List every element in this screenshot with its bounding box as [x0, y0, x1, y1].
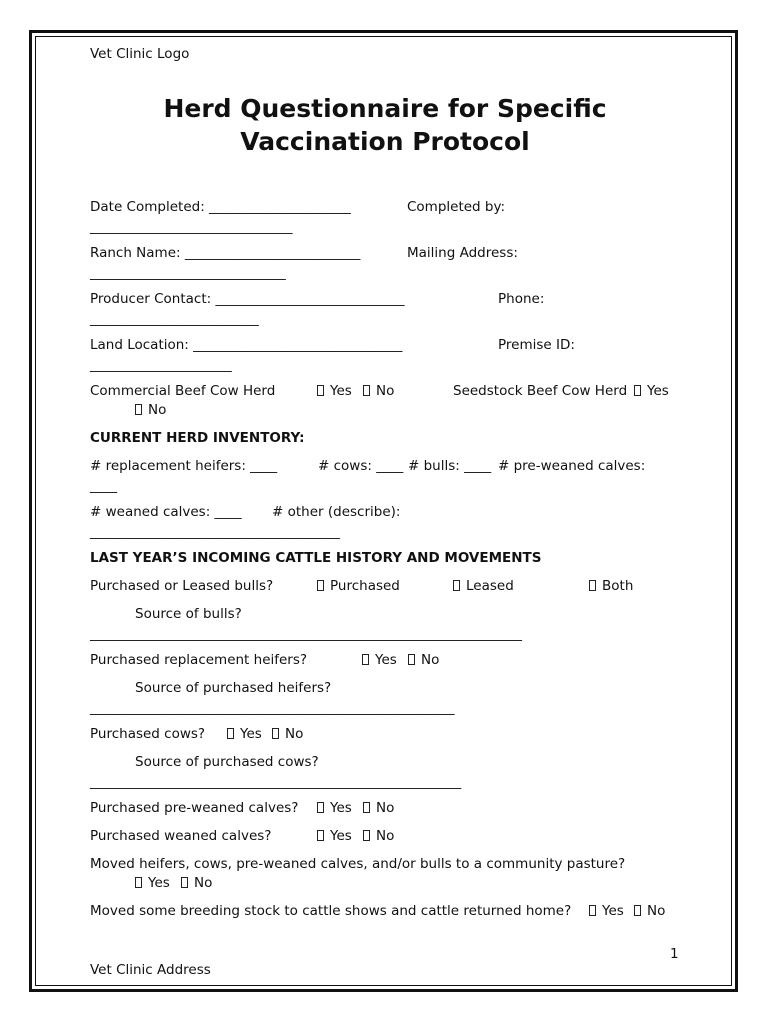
checkbox-icon[interactable] [272, 728, 279, 739]
weaned-yes-option[interactable]: Yes [317, 828, 352, 844]
phone-label: Phone: [498, 291, 545, 307]
bulls-purchased-option[interactable]: Purchased [317, 578, 400, 594]
shows-no-option[interactable]: No [634, 903, 665, 919]
checkbox-icon[interactable] [317, 830, 324, 841]
checkbox-icon[interactable] [589, 580, 596, 591]
checkbox-icon[interactable] [317, 802, 324, 813]
checkbox-icon[interactable] [135, 404, 142, 415]
mailing-address-label: Mailing Address: [407, 245, 518, 261]
form-title-line-1: Herd Questionnaire for Specific [163, 94, 607, 123]
commercial-no-option[interactable]: No [363, 383, 394, 399]
bulls-source-label: Source of bulls? [135, 606, 242, 622]
heifers-source-label: Source of purchased heifers? [135, 680, 332, 696]
community-yes-option[interactable]: Yes [135, 875, 170, 891]
heifers-question: Purchased replacement heifers? [90, 652, 308, 668]
pre-weaned-question: Purchased pre-weaned calves? [90, 800, 299, 816]
checkbox-icon[interactable] [362, 654, 369, 665]
community-no-option[interactable]: No [181, 875, 212, 891]
checkbox-icon[interactable] [363, 802, 370, 813]
pre-weaned-no-option[interactable]: No [363, 800, 394, 816]
clinic-logo-placeholder: Vet Clinic Logo [90, 46, 190, 62]
shows-yes-option[interactable]: Yes [589, 903, 624, 919]
page-number: 1 [670, 946, 679, 962]
replacement-heifers-field[interactable]: # replacement heifers: ____ [90, 458, 278, 474]
weaned-calves-field[interactable]: # weaned calves: ____ [90, 504, 242, 520]
community-pasture-question: Moved heifers, cows, pre-weaned calves, and/or bulls to a community pasture? [90, 856, 626, 872]
checkbox-icon[interactable] [363, 830, 370, 841]
completed-by-label: Completed by: [407, 199, 506, 215]
checkbox-icon[interactable] [363, 385, 370, 396]
checkbox-icon[interactable] [453, 580, 460, 591]
commercial-yes-option[interactable]: Yes [317, 383, 352, 399]
checkbox-icon[interactable] [135, 877, 142, 888]
checkbox-icon[interactable] [634, 905, 641, 916]
pre-weaned-calves-line[interactable]: ____ [90, 478, 117, 494]
bulls-source-line[interactable]: ________________________________________________________________ [90, 626, 522, 642]
other-describe-label: # other (describe): [272, 504, 401, 520]
phone-line[interactable]: _________________________ [90, 311, 259, 327]
cows-field[interactable]: # cows: ____ [318, 458, 404, 474]
checkbox-icon[interactable] [227, 728, 234, 739]
producer-contact-field[interactable]: Producer Contact: ____________________________ [90, 291, 405, 307]
premise-id-label: Premise ID: [498, 337, 575, 353]
weaned-question: Purchased weaned calves? [90, 828, 272, 844]
bulls-question: Purchased or Leased bulls? [90, 578, 274, 594]
checkbox-icon[interactable] [408, 654, 415, 665]
heifers-no-option[interactable]: No [408, 652, 439, 668]
checkbox-icon[interactable] [589, 905, 596, 916]
seedstock-herd-label: Seedstock Beef Cow Herd [453, 383, 628, 399]
weaned-no-option[interactable]: No [363, 828, 394, 844]
bulls-leased-option[interactable]: Leased [453, 578, 514, 594]
clinic-address-placeholder: Vet Clinic Address [90, 962, 211, 978]
seedstock-no-option[interactable]: No [135, 402, 166, 418]
completed-by-line[interactable]: ______________________________ [90, 219, 293, 235]
cattle-shows-question: Moved some breeding stock to cattle shows and cattle returned home? [90, 903, 572, 919]
cows-yes-option[interactable]: Yes [227, 726, 262, 742]
checkbox-icon[interactable] [317, 580, 324, 591]
land-location-field[interactable]: Land Location: _______________________________ [90, 337, 403, 353]
other-describe-line[interactable]: _____________________________________ [90, 524, 340, 540]
cows-no-option[interactable]: No [272, 726, 303, 742]
bulls-field[interactable]: # bulls: ____ [408, 458, 492, 474]
checkbox-icon[interactable] [634, 385, 641, 396]
date-completed-field[interactable]: Date Completed: _____________________ [90, 199, 351, 215]
cows-source-label: Source of purchased cows? [135, 754, 319, 770]
ranch-name-field[interactable]: Ranch Name: __________________________ [90, 245, 361, 261]
pre-weaned-calves-field: # pre-weaned calves: [498, 458, 646, 474]
inventory-heading: CURRENT HERD INVENTORY: [90, 430, 305, 446]
bulls-both-option[interactable]: Both [589, 578, 633, 594]
cows-source-line[interactable]: _______________________________________________________ [90, 774, 462, 790]
mailing-address-line[interactable]: _____________________________ [90, 265, 286, 281]
seedstock-yes-option[interactable]: Yes [634, 383, 669, 399]
cows-question: Purchased cows? [90, 726, 206, 742]
history-heading: LAST YEAR’S INCOMING CATTLE HISTORY AND MOVEMENTS [90, 550, 542, 566]
checkbox-icon[interactable] [181, 877, 188, 888]
heifers-yes-option[interactable]: Yes [362, 652, 397, 668]
heifers-source-line[interactable]: ______________________________________________________ [90, 700, 455, 716]
checkbox-icon[interactable] [317, 385, 324, 396]
premise-id-line[interactable]: _____________________ [90, 357, 232, 373]
form-title-line-2: Vaccination Protocol [240, 127, 530, 156]
pre-weaned-yes-option[interactable]: Yes [317, 800, 352, 816]
commercial-herd-label: Commercial Beef Cow Herd [90, 383, 276, 399]
